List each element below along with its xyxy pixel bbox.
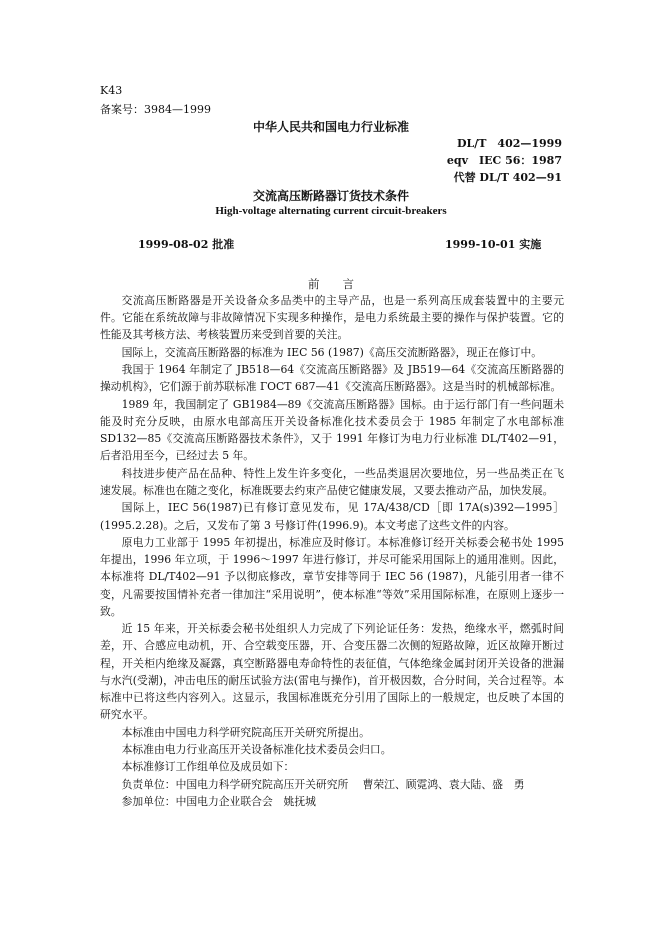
participating-unit-line: 参加单位：中国电力企业联合会 姚抚城 (121, 795, 316, 809)
paragraph: 交流高压断路器是开关设备众多品类中的主导产品，也是一系列高压成套装置中的主要元件。它能在系统故障与非故障情况下实现多种操作，是电力系统最主要的操作与保护装置。它的性能及其考核方法、考核装置历来受到首要的关注。 (100, 294, 564, 342)
paragraph: 国际上，IEC 56(1987)已有修订意见发布，见 17A/438/CD［即 17A(s)392—1995］(1995.2.28)。之后，又发布了第 3 号修订件(1996.9)。本文考虑了这些文件的内容。 (100, 501, 564, 532)
responsible-unit-line: 负责单位：中国电力科学研究院高压开关研究所 曹荣江、顾霓鸿、袁大陆、盛 勇 (121, 777, 525, 791)
approval-date: 1999-08-02 批准 (138, 238, 235, 251)
identifier-equivalence: eqv IEC 56：1987 (446, 154, 562, 167)
classification-code: K43 (100, 84, 123, 97)
paragraph: 本标准由中国电力科学研究院高压开关研究所提出。 (121, 725, 370, 739)
paragraph: 我国于 1964 年制定了 JB518—64《交流高压断路器》及 JB519—64《交流高压断路器的操动机构》，它们源于前苏联标准 ГОСТ 687—41《交流高压断路器》。这是当时的机械部标准。 (100, 363, 564, 394)
foreword-heading: 前 言 (308, 277, 354, 291)
identifier-replaces: 代替 DL/T 402—91 (453, 171, 562, 184)
paragraph: 1989 年，我国制定了 GB1984—89《交流高压断路器》国标。由于运行部门有一些问题未能及时充分反映，由原水电部高压开关设备标准化技术委员会于 1985 年制定了水电部标准 SD132—85《交流高压断路器技术条件》，又于 1991 年修订为电力行业标准 DL/T402—91，后者沿用至今，已经过去 5 年。 (100, 397, 564, 463)
standard-identifiers (447, 135, 562, 186)
document-title-english: High-voltage alternating current circuit-breakers (215, 205, 447, 217)
paragraph: 近 15 年来，开关标委会秘书处组织人力完成了下列论证任务：发热，绝缘水平，燃弧时间差，开、合感应电动机，开、合空载变压器，开、合变压器二次侧的短路故障，近区故障开断过程，开关柜内绝缘及凝露，真空断路器电寿命特性的表征值，气体绝缘金属封闭开关设备的泄漏与水汽(受潮)，冲击电压的耐压试验方法(雷电与操作)，首开极因数，合分时间，关合过程等。本标准中已将这些内容列入。这显示，我国标准既充分引用了国际上的一般规定，也反映了本国的研究水平。 (100, 622, 564, 722)
paragraph: 本标准修订工作组单位及成员如下： (121, 760, 295, 774)
foreword-body (100, 292, 564, 811)
document-title: 交流高压断路器订货技术条件 (252, 189, 409, 203)
filing-number: 备案号：3984—1999 (100, 103, 211, 116)
paragraph: 科技进步使产品在品种、特性上发生许多变化，一些品类退居次要地位，另一些品类正在飞速发展。标准也在随之变化，标准既要去约束产品使它健康发展，又要去推动产品，加快发展。 (100, 466, 564, 497)
paragraph: 原电力工业部于 1995 年初提出，标准应及时修订。本标准修订经开关标委会秘书处 1995 年提出，1996 年立项，于 1996～1997 年进行修订，并尽可能采用国际上的通用准则。因此，本标准将 DL/T402—91 予以彻底修改，章节安排等同于 IEC 56 (1987)，凡能引用者一律不变，凡需要按国情补充者一律加注“采用说明”，使本标准“等效”采用国际标准，在原则上逐步一致。 (100, 535, 564, 618)
paragraph: 国际上，交流高压断路器的标准为 IEC 56 (1987)《高压交流断路器》，现正在修订中。 (121, 345, 543, 359)
implementation-date: 1999-10-01 实施 (445, 238, 542, 251)
identifier-number: DL/T 402—1999 (456, 137, 562, 150)
standard-title: 中华人民共和国电力行业标准 (252, 120, 409, 134)
paragraph: 本标准由电力行业高压开关设备标准化技术委员会归口。 (121, 742, 392, 756)
